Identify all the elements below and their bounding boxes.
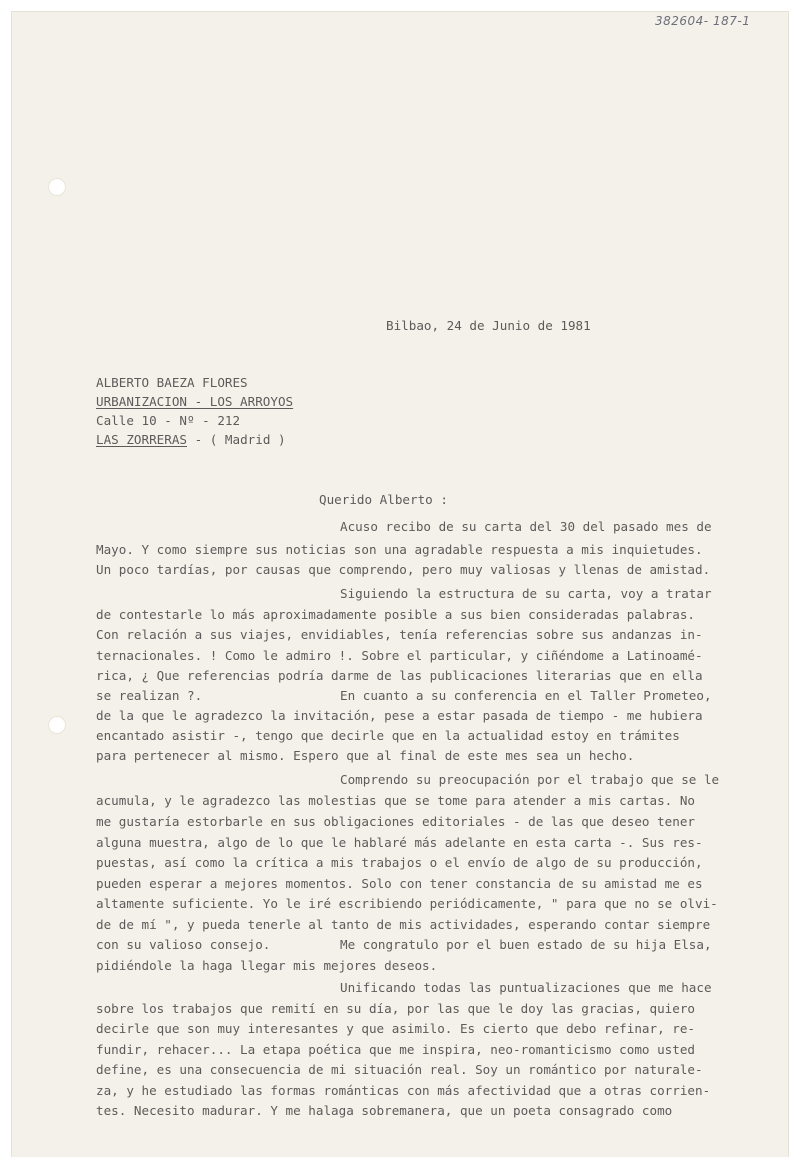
body-line: encantado asistir -, tengo que decirle que en la actualidad estoy en trámites <box>96 728 680 743</box>
body-line: define, es una consecuencia de mi situación real. Soy un romántico por naturale- <box>96 1062 703 1077</box>
body-line: pueden esperar a mejores momentos. Solo con tener constancia de su amistad me es <box>96 876 703 891</box>
body-line: para pertenecer al mismo. Espero que al final de este mes sea un hecho. <box>96 748 635 763</box>
body-line: Mayo. Y como siempre sus noticias son una agradable respuesta a mis inquietudes. <box>96 542 703 557</box>
body-line: Un poco tardías, por causas que comprendo, pero muy valiosas y llenas de amistad. <box>96 562 711 577</box>
recipient-number: Calle 10 - Nº - 212 <box>96 413 241 428</box>
body-line: de contestarle lo más aproximadamente posible a sus bien consideradas palabras. <box>96 607 695 622</box>
body-line: me gustaría estorbarle en sus obligaciones editoriales - de las que deseo tener <box>96 814 695 829</box>
body-line: de de mí ", y pueda tenerle al tanto de mis actividades, esperando contar siempre <box>96 917 711 932</box>
body-line: Me congratulo por el buen estado de su hija Elsa, <box>340 937 712 952</box>
body-line: Comprendo su preocupación por el trabajo que se le <box>340 772 720 787</box>
punch-hole-bottom <box>48 716 66 734</box>
body-line: altamente suficiente. Yo le iré escribiendo periódicamente, " para que no se olvi- <box>96 896 718 911</box>
recipient-city-line <box>96 434 286 447</box>
body-line: rica, ¿ Que referencias podría darme de las publicaciones literarias que en ella <box>96 668 703 683</box>
body-line: Siguiendo la estructura de su carta, voy a tratar <box>340 586 712 601</box>
body-line: Acuso recibo de su carta del 30 del pasado mes de <box>340 519 712 534</box>
body-line: fundir, rehacer... La etapa poética que me inspira, neo-romanticismo como usted <box>96 1042 695 1057</box>
archive-reference: 382604- 187-1 <box>655 14 751 28</box>
body-line: de la que le agradezco la invitación, pese a estar pasada de tiempo - me hubiera <box>96 708 703 723</box>
recipient-region: - ( Madrid ) <box>187 432 286 447</box>
greeting: Querido Alberto : <box>319 492 448 507</box>
body-line: sobre los trabajos que remití en su día, por las que le doy las gracias, quiero <box>96 1001 695 1016</box>
body-line: con su valioso consejo. <box>96 937 271 952</box>
recipient-city: LAS ZORRERAS <box>96 432 187 447</box>
body-line: pidiéndole la haga llegar mis mejores deseos. <box>96 958 438 973</box>
body-line: puestas, así como la crítica a mis trabajos o el envío de algo de su producción, <box>96 855 703 870</box>
body-line: za, y he estudiado las formas románticas con más afectividad que a otras corrien- <box>96 1083 711 1098</box>
body-line: Unificando todas las puntualizaciones que me hace <box>340 980 712 995</box>
letter-date: Bilbao, 24 de Junio de 1981 <box>386 318 591 333</box>
body-line: En cuanto a su conferencia en el Taller Prometeo, <box>340 688 712 703</box>
body-line: alguna muestra, algo de lo que le hablaré más adelante en esta carta -. Sus res- <box>96 835 703 850</box>
body-line: Con relación a sus viajes, envidiables, tenía referencias sobre sus andanzas in- <box>96 627 703 642</box>
body-line: tes. Necesito madurar. Y me halaga sobremanera, que un poeta consagrado como <box>96 1103 673 1118</box>
recipient-street: URBANIZACION - LOS ARROYOS <box>96 394 294 409</box>
punch-hole-top <box>48 178 66 196</box>
body-line: acumula, y le agradezco las molestias que se tome para atender a mis cartas. No <box>96 793 695 808</box>
body-line: ternacionales. ! Como le admiro !. Sobre el particular, y ciñéndome a Latinoamé- <box>96 648 703 663</box>
body-line: decirle que son muy interesantes y que asimilo. Es cierto que debo refinar, re- <box>96 1021 695 1036</box>
recipient-name: ALBERTO BAEZA FLORES <box>96 375 248 390</box>
body-line: se realizan ?. <box>96 688 203 703</box>
